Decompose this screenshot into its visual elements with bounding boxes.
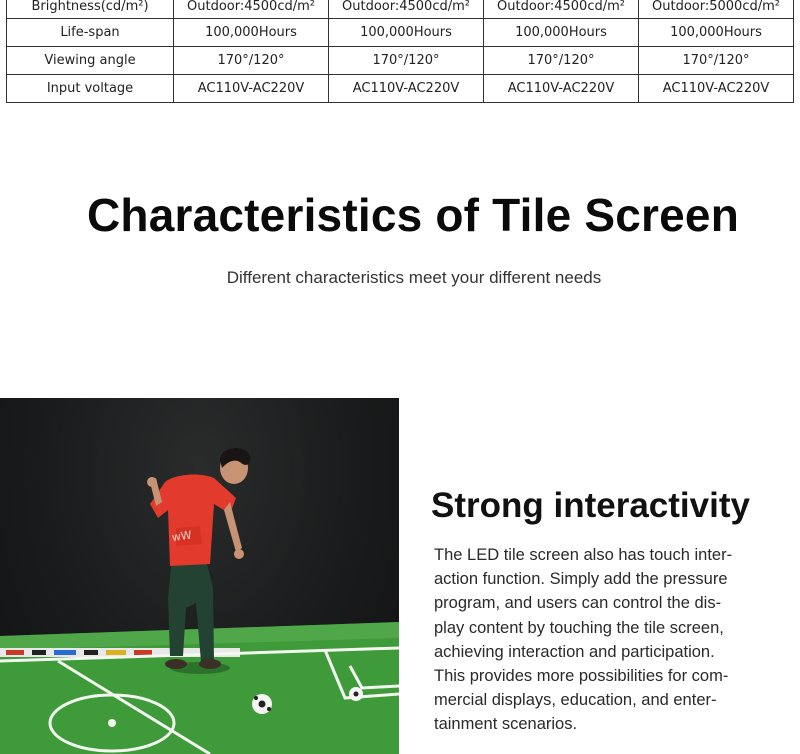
feature-line: tainment scenarios. [434,715,578,734]
table-cell: 100,000Hours [174,19,329,47]
table-cell: AC110V-AC220V [329,75,484,103]
table-row [7,47,794,75]
section-title: Characteristics of Tile Screen [87,189,739,241]
ball-icon [252,694,272,714]
table-row [7,75,794,103]
table-cell: Outdoor:5000cd/m² [639,0,794,19]
feature-title: Strong interactivity [431,486,750,525]
row-label: Input voltage [7,75,174,103]
feature-description [434,543,779,737]
section-subtitle: Different characteristics meet your different needs [226,268,602,287]
feature-line: program, and users can control the dis- [434,594,722,613]
interactive-floor-photo [0,398,399,754]
table-cell: 100,000Hours [484,19,639,47]
table-cell: 170°/120° [174,47,329,75]
feature-line: achieving interaction and participation. [434,642,715,661]
feature-line: action function. Simply add the pressure [434,570,728,589]
row-label: Viewing angle [7,47,174,75]
table-row [7,0,794,19]
feature-line: play content by touching the tile screen, [434,618,724,637]
row-label: Brightness(cd/m²) [7,0,174,19]
svg-text:wW: wW [170,528,193,545]
table-cell: Outdoor:4500cd/m² [484,0,639,19]
spec-table [6,0,794,103]
feature-line: This provides more possibilities for com- [434,667,729,686]
feature-line: The LED tile screen also has touch inter- [434,546,733,564]
table-cell: Outdoor:4500cd/m² [174,0,329,19]
table-cell: 170°/120° [639,47,794,75]
table-row [7,19,794,47]
table-cell: 100,000Hours [639,19,794,47]
table-cell: AC110V-AC220V [639,75,794,103]
table-cell: Outdoor:4500cd/m² [329,0,484,19]
table-cell: AC110V-AC220V [174,75,329,103]
scene-illustration [0,398,399,754]
table-cell: 100,000Hours [329,19,484,47]
table-cell: 170°/120° [329,47,484,75]
feature-line: mercial displays, education, and enter- [434,691,717,710]
table-cell: 170°/120° [484,47,639,75]
row-label: Life-span [7,19,174,47]
table-cell: AC110V-AC220V [484,75,639,103]
